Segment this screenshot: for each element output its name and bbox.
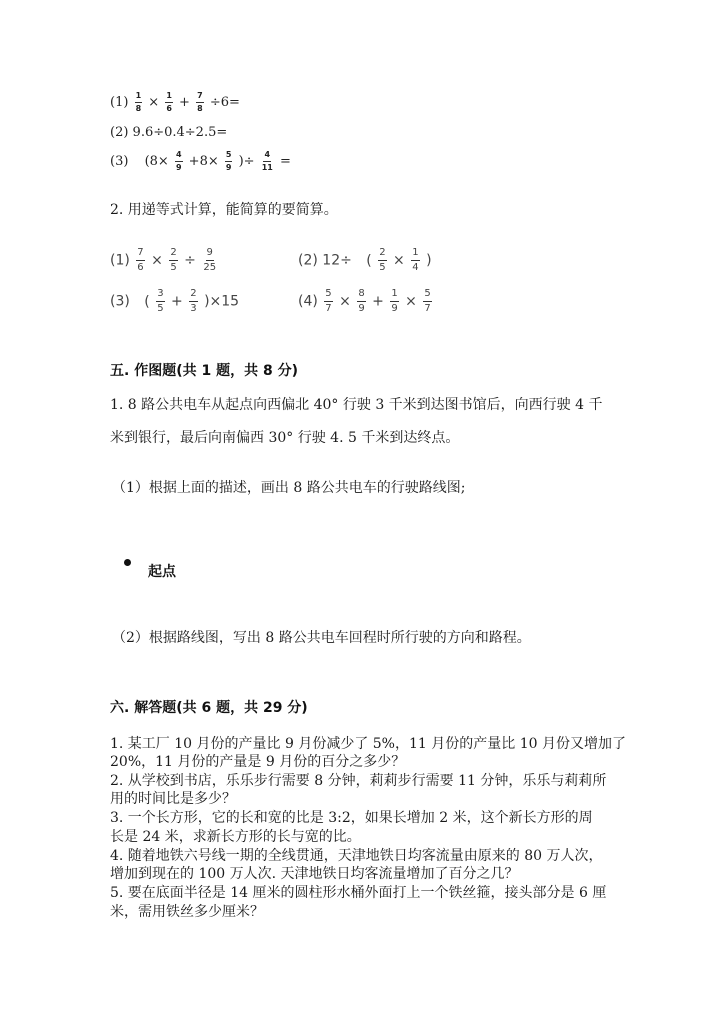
operator: + [171, 293, 183, 310]
expression-part: 12÷ [322, 252, 352, 269]
section6-line: 米，需用铁丝多少厘米？ [110, 904, 264, 920]
section6-line: 2. 从学校到书店，乐乐步行需要 8 分钟，莉莉步行需要 11 分钟，乐乐与莉莉所 [110, 773, 607, 789]
fraction: $\frac{3}{5}$ [157, 288, 164, 314]
q2-problem-4 [298, 289, 434, 314]
operator: × [339, 293, 351, 310]
section6-line: 3. 一个长方形，它的长和宽的比是 3:2，如果长增加 2 米，这个新长方形的周 [110, 810, 593, 826]
fraction: $\frac{7}{6}$ [137, 247, 144, 273]
section5-subquestion-1: （1）根据上面的描述，画出 8 路公共电车的行驶路线图; [112, 480, 466, 496]
fraction: $\frac{1}{8}$ [135, 91, 142, 113]
start-point-label: 起点 [148, 564, 176, 580]
operator: + [179, 95, 190, 110]
section5-question-line-1: 1. 8 路公共电车从起点向西偏北 40° 行驶 3 千米到达图书馆后，向西行驶 4 千 [110, 397, 603, 413]
q2-title: 2. 用递等式计算，能简算的要简算。 [110, 202, 338, 218]
expression-part: ( [366, 252, 372, 269]
operator: ÷ [184, 252, 196, 269]
q2-problem-3 [110, 289, 239, 314]
expression-part: ( [144, 293, 150, 310]
section5-question-line-2: 米到银行，最后向南偏西 30° 行驶 4. 5 千米到达终点。 [110, 430, 460, 446]
operator-tail: ÷6= [209, 95, 240, 110]
problem-label: (2) [298, 252, 318, 269]
section6-line: 用的时间比是多少？ [110, 791, 236, 807]
calc1-problem-1 [110, 92, 240, 113]
fraction: $\frac{1}{4}$ [412, 247, 419, 273]
fraction: $\frac{5}{9}$ [225, 150, 232, 172]
operator: × [148, 95, 160, 110]
operator: × [405, 293, 417, 310]
section6-line: 20%，11 月份的产量是 9 月份的百分之多少？ [110, 754, 406, 770]
q2-problem-1 [110, 248, 219, 273]
fraction: $\frac{1}{6}$ [166, 91, 172, 113]
start-point-dot [124, 559, 131, 566]
section6-line: 长是 24 米，求新长方形的长与宽的比。 [110, 829, 361, 845]
expression-part: (8× [144, 154, 169, 169]
operator: × [151, 252, 163, 269]
fraction: $\frac{4}{9}$ [175, 150, 182, 172]
expression-part: ) [426, 252, 432, 269]
section6-line: 增加到现在的 100 万人次. 天津地铁日均客流量增加了百分之几？ [110, 866, 519, 882]
problem-label: (4) [298, 293, 318, 310]
calc1-problem-2: (2) 9.6÷0.4÷2.5= [110, 125, 228, 140]
section6-line: 1. 某工厂 10 月份的产量比 9 月份减少了 5%，11 月份的产量比 10 月份又增加了 [110, 736, 626, 752]
problem-label: (3) [110, 293, 130, 310]
fraction: $\frac{8}{9}$ [358, 288, 365, 314]
section6-line: 5. 要在底面半径是 14 厘米的圆柱形水桶外面打上一个铁丝箍，接头部分是 6 厘 [110, 885, 607, 901]
fraction: $\frac{9}{25}$ [203, 247, 217, 273]
section6-line: 4. 随着地铁六号线一期的全线贯通，天津地铁日均客流量由原来的 80 万人次， [110, 848, 603, 864]
expression-part: )÷ [238, 154, 255, 169]
fraction: $\frac{5}{7}$ [424, 288, 431, 314]
operator: × [393, 252, 405, 269]
fraction: $\frac{2}{5}$ [170, 247, 177, 273]
problem-label: (3) [110, 154, 129, 169]
expression-part: )×15 [204, 293, 240, 310]
problem-label: (1) [110, 95, 129, 110]
section5-heading: 五. 作图题(共 1 题，共 8 分) [110, 363, 298, 379]
fraction: $\frac{2}{5}$ [379, 247, 386, 273]
fraction: $\frac{1}{9}$ [391, 288, 398, 314]
fraction: $\frac{4}{11}$ [261, 150, 273, 172]
expression-part: = [279, 154, 291, 169]
expression-part: +8× [188, 154, 219, 169]
section6-heading: 六. 解答题(共 6 题，共 29 分) [110, 700, 308, 716]
section5-subquestion-2: （2）根据路线图，写出 8 路公共电车回程时所行驶的方向和路程。 [112, 630, 531, 646]
operator: + [372, 293, 384, 310]
fraction: $\frac{2}{3}$ [190, 288, 197, 314]
calc1-problem-3 [110, 151, 291, 172]
problem-label: (1) [110, 252, 130, 269]
fraction: $\frac{7}{8}$ [197, 91, 203, 113]
q2-problem-2 [298, 248, 432, 273]
fraction: $\frac{5}{7}$ [325, 288, 332, 314]
